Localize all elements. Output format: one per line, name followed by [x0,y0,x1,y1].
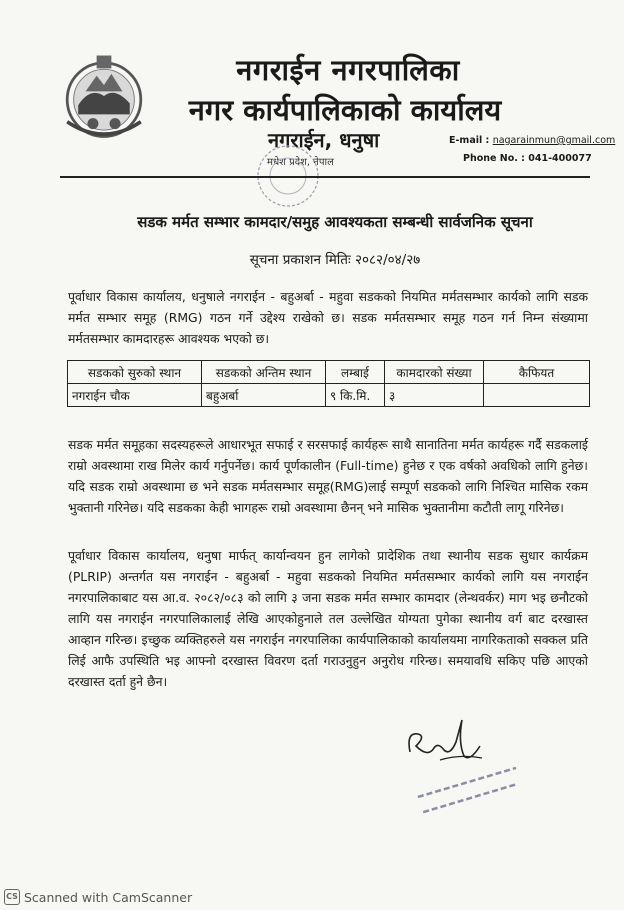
email-line [449,135,615,146]
table-header-row [68,361,590,384]
col-start-location: सडकको सुरुको स्थान [68,361,202,384]
office-title: नगर कार्यपालिकाको कार्यालय [188,93,502,127]
cell-end-location: बहुअर्बा [202,384,326,407]
officer-stamp-icon [410,764,530,820]
publish-date: सूचना प्रकाशन मितिः २०८२/०४/२७ [249,252,421,268]
email-address: nagarainmun@gmail.com [492,135,616,146]
signature-icon [400,712,490,772]
notice-subject: सडक मर्मत सम्भार कामदार/समुह आवश्यकता सम्बन्धी सार्वजनिक सूचना [137,213,533,231]
watermark-text: Scanned with CamScanner [24,889,193,905]
col-remarks: कैफियत [484,361,590,384]
paragraph-2: सडक मर्मत समूहका सदस्यहरूले आधारभूत सफाई र सरसफाई कार्यहरू साथै सानातिना मर्मत कार्यहरू गर्दै सडकलाई राम्रो अवस्थामा राख मिलेर कार्य गर्नुपर्नेछ। कार्य पूर्णकालीन (Full-time) हुनेछ र एक वर्षको अवधिको लागि हुनेछ। यदि सडक राम्रो अवस्थामा छ भने सडक मर्मतसम्भार समूह(RMG)लाई सम्पूर्ण सडकको लागि निश्चित मासिक रकम भुक्तानी गरिनेछ। यदि सडकका केही भागहरू राम्रो अवस्थामा छैनन् भने मासिक भुक्तानीमा कटौती लागू गरिनेछ। [68,437,588,515]
camscanner-watermark [0,886,192,908]
province-text: मधेश प्रदेश, नेपाल [267,157,334,168]
paragraph-1: पूर्वाधार विकास कार्यालय, धनुषाले नगराईन - बहुअर्बा - महुवा सडकको नियमित मर्मतसम्भार कार्यको लागि सडक मर्मत सम्भार समूह (RMG) गठन गर्ने उद्देश्य राखेको छ। सडक मर्मतसम्भार समूह गठन गर्न निम्न संख्यामा मर्मतसम्भार कामदारहरू आवश्यक भएको छ। [68,289,588,346]
phone-number: Phone No. : 041-400077 [463,153,592,164]
email-label: E-mail : [449,135,490,146]
road-details-table [67,360,590,407]
col-end-location: सडकको अन्तिम स्थान [202,361,326,384]
office-location: नगराईन, धनुषा [268,128,380,152]
nepal-emblem-icon [58,50,150,142]
cell-start-location: नगराईन चौक [68,384,202,407]
header-divider [60,176,590,178]
municipality-title: नगराईन नगरपालिका [236,53,460,87]
cell-length: ९ कि.मि. [326,384,385,407]
col-worker-count: कामदारको संख्या [385,361,484,384]
col-length: लम्बाई [326,361,385,384]
camscanner-logo-icon: CS [4,889,20,905]
cell-worker-count: ३ [385,384,484,407]
cell-remarks [484,384,590,407]
table-row [68,384,590,407]
paragraph-3: पूर्वाधार विकास कार्यालय, धनुषा मार्फत् कार्यान्वयन हुन लागेको प्रादेशिक तथा स्थानीय सडक सुधार कार्यक्रम (PLRIP) अन्तर्गत यस नगराईन - बहुअर्बा - महुवा सडकको नियमित मर्मतसम्भार कार्यको लागि यस नगराईन नगरपालिकाबाट यस आ.व. २०८२/०८३ को लागि ३ जना सडक मर्मत सम्भार कामदार (लेन्थवर्कर) माग भइ छनौटको लागि यस नगराईन नगरपालिकालाई लेखि आएकोहुनाले तल उल्लेखित योग्यता पुगेका स्थानीय वर्ग बाट दरखास्त आव्हान गरिन्छ। इच्छुक व्यक्तिहरुले यस नगराईन नगरपालिका कार्यपालिकाको कार्यालयमा नागरिकताको सक्कल प्रति लिई आफै उपस्थिति भइ आफ्नो दरखास्त विवरण दर्ता गराउनुहुन अनुरोध गरिन्छ। समयावधि सकिए पछि आएको दरखास्त दर्ता हुने छैन। [68,548,588,689]
